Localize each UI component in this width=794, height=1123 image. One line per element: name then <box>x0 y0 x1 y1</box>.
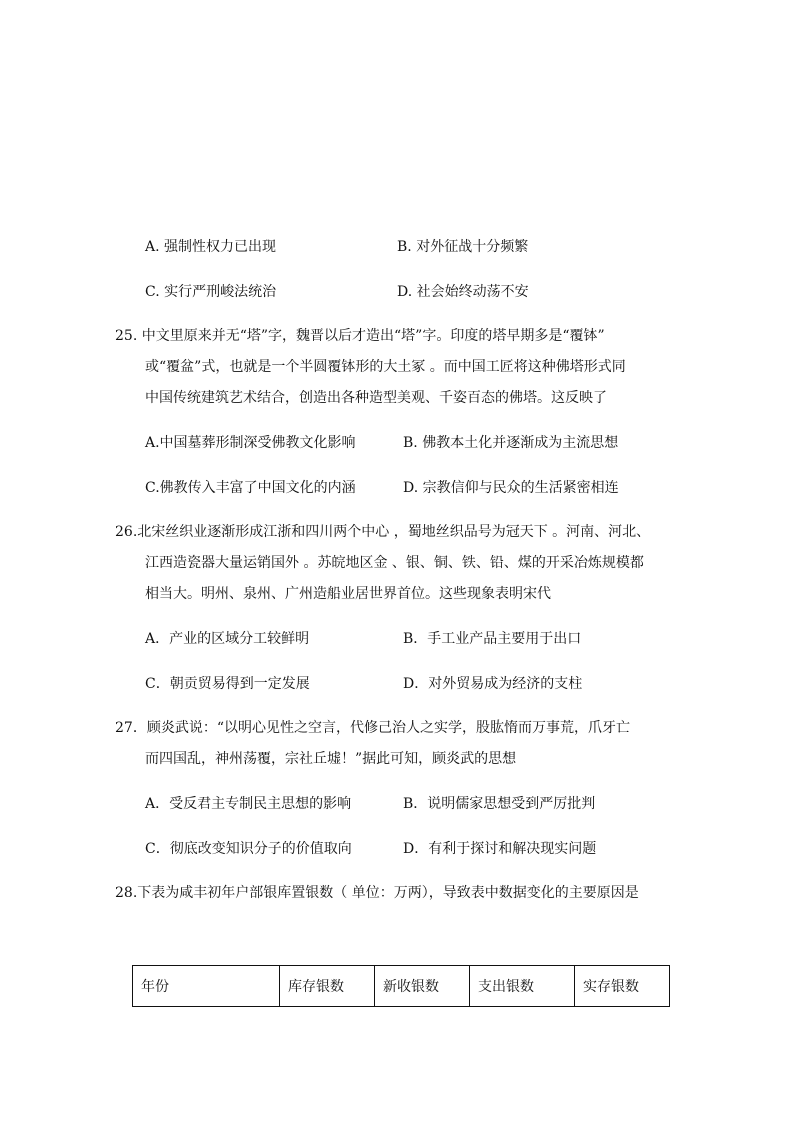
q27-option-a: A．受反君主专制民主思想的影响 <box>145 796 352 812</box>
q25-option-a: A.中国墓葬形制深受佛教文化影响 <box>145 435 356 451</box>
q27-option-d: D．有利于探讨和解决现实问题 <box>403 841 597 857</box>
option-a: A. 强制性权力已出现 <box>145 239 277 255</box>
q26-stem-line-1: 26.北宋丝织业逐渐形成江浙和四川两个中心 ，蜀地丝织品号为冠天下 。河南、河北、 <box>115 524 651 540</box>
q25-stem-line-3: 中国传统建筑艺术结合，创造出各种造型美观、千姿百态的佛塔。这反映了 <box>145 390 607 406</box>
option-c: C. 实行严刑峻法统治 <box>145 284 277 300</box>
q28-stem-line: 28.下表为咸丰初年户部银库置银数（ 单位：万两），导致表中数据变化的主要原因是 <box>115 885 639 901</box>
q25-option-d: D. 宗教信仰与民众的生活紧密相连 <box>403 480 619 496</box>
silver-table <box>132 965 670 1007</box>
q25-option-b: B. 佛教本土化并逐渐成为主流思想 <box>403 435 619 451</box>
q27-stem-line-2: 而四国乱，神州荡覆，宗社丘墟！”据此可知，顾炎武的思想 <box>145 751 517 767</box>
q27-stem-line-1: 27．顾炎武说：“以明心见性之空言，代修己治人之实学，股肱惰而万事荒，爪牙亡 <box>115 720 630 736</box>
table-header-cell: 库存银数 <box>280 966 375 1007</box>
q26-option-b: B．手工业产品主要用于出口 <box>403 631 582 647</box>
q27-option-b: B．说明儒家思想受到严厉批判 <box>403 796 596 812</box>
table-header-cell: 支出银数 <box>470 966 575 1007</box>
table-header-cell: 新收银数 <box>375 966 470 1007</box>
q25-option-c: C.佛教传入丰富了中国文化的内涵 <box>145 480 356 496</box>
table-header-cell: 年份 <box>133 966 280 1007</box>
q27-option-c: C．彻底改变知识分子的价值取向 <box>145 841 352 857</box>
q26-stem-line-2: 江西造瓷器大量运销国外 。苏皖地区金 、银、铜、铁、铅、煤的开采冶炼规模都 <box>145 555 644 571</box>
q25-stem-line-1: 25. 中文里原来并无“塔”字，魏晋以后才造出“塔”字。印度的塔早期多是“覆钵” <box>115 328 605 344</box>
q26-stem-line-3: 相当大。明州、泉州、广州造船业居世界首位。这些现象表明宋代 <box>145 586 551 602</box>
table-header-cell: 实存银数 <box>575 966 670 1007</box>
q25-stem-line-2: 或“覆盆”式，也就是一个半圆覆钵形的大土冢 。而中国工匠将这种佛塔形式同 <box>145 359 626 375</box>
option-b: B. 对外征战十分频繁 <box>397 239 529 255</box>
q26-option-a: A．产业的区域分工较鲜明 <box>145 631 310 647</box>
table-header-row <box>133 966 670 1007</box>
option-d: D. 社会始终动荡不安 <box>397 284 529 300</box>
q26-option-c: C．朝贡贸易得到一定发展 <box>145 676 310 692</box>
q26-option-d: D．对外贸易成为经济的支柱 <box>403 676 583 692</box>
